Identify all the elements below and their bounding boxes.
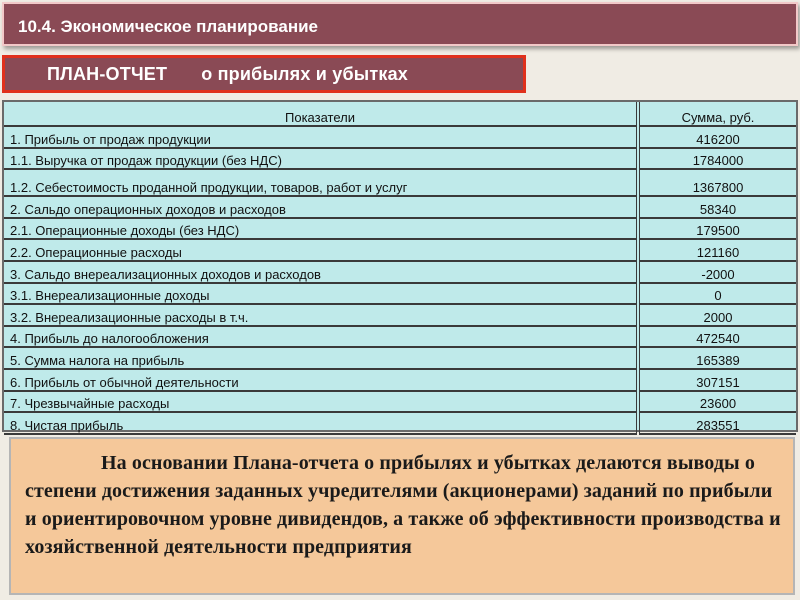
row-value: 1784000 — [638, 148, 796, 170]
row-value: 0 — [638, 283, 796, 305]
conclusion-text-box — [9, 437, 795, 595]
row-value: 179500 — [638, 218, 796, 240]
table-row — [4, 126, 796, 148]
row-name: 1.1. Выручка от продаж продукции (без НДС) — [4, 148, 638, 170]
table-row — [4, 148, 796, 170]
row-value: 1367800 — [638, 169, 796, 196]
column-header-amount: Сумма, руб. — [638, 102, 796, 126]
row-value: -2000 — [638, 261, 796, 283]
table-row — [4, 261, 796, 283]
row-value: 165389 — [638, 347, 796, 369]
profit-loss-table — [2, 100, 798, 432]
table-row — [4, 369, 796, 391]
row-value: 2000 — [638, 304, 796, 326]
report-title-sub: о прибылях и убытках — [201, 64, 408, 84]
row-name: 2.2. Операционные расходы — [4, 239, 638, 261]
row-name: 1.2. Себестоимость проданной продукции, товаров, работ и услуг — [4, 169, 638, 196]
header-bar — [2, 2, 798, 46]
table-row — [4, 239, 796, 261]
row-name: 2. Сальдо операционных доходов и расходов — [4, 196, 638, 218]
conclusion-text: На основании Плана-отчета о прибылях и убытках делаются выводы о степени достижения заданных учредителями (акционерами) заданий по прибыли и ориентировочном уровне дивидендов, а также об эффективности производства и хозяйственной деятельности предприятия — [25, 452, 781, 558]
table-row — [4, 218, 796, 240]
row-name: 3.2. Внереализационные расходы в т.ч. — [4, 304, 638, 326]
row-value: 416200 — [638, 126, 796, 148]
row-value: 121160 — [638, 239, 796, 261]
row-value: 23600 — [638, 391, 796, 413]
column-header-indicator: Показатели — [4, 102, 638, 126]
row-value: 307151 — [638, 369, 796, 391]
table-header-row — [4, 102, 796, 126]
table-row — [4, 347, 796, 369]
row-name: 8. Чистая прибыль — [4, 412, 638, 434]
row-name: 3. Сальдо внереализационных доходов и расходов — [4, 261, 638, 283]
table-row — [4, 391, 796, 413]
row-name: 1. Прибыль от продаж продукции — [4, 126, 638, 148]
row-name: 4. Прибыль до налогообложения — [4, 326, 638, 348]
row-name: 5. Сумма налога на прибыль — [4, 347, 638, 369]
table-row — [4, 283, 796, 305]
row-name: 2.1. Операционные доходы (без НДС) — [4, 218, 638, 240]
table-row — [4, 412, 796, 434]
row-value: 472540 — [638, 326, 796, 348]
table-row — [4, 326, 796, 348]
row-name: 7. Чрезвычайные расходы — [4, 391, 638, 413]
row-value: 58340 — [638, 196, 796, 218]
table-row — [4, 169, 796, 196]
page-title: 10.4. Экономическое планирование — [18, 17, 319, 36]
row-value: 283551 — [638, 412, 796, 434]
row-name: 3.1. Внереализационные доходы — [4, 283, 638, 305]
report-title-main: ПЛАН-ОТЧЕТ — [47, 64, 168, 84]
table-row — [4, 196, 796, 218]
report-title-box — [2, 55, 526, 93]
row-name: 6. Прибыль от обычной деятельности — [4, 369, 638, 391]
table-row — [4, 304, 796, 326]
